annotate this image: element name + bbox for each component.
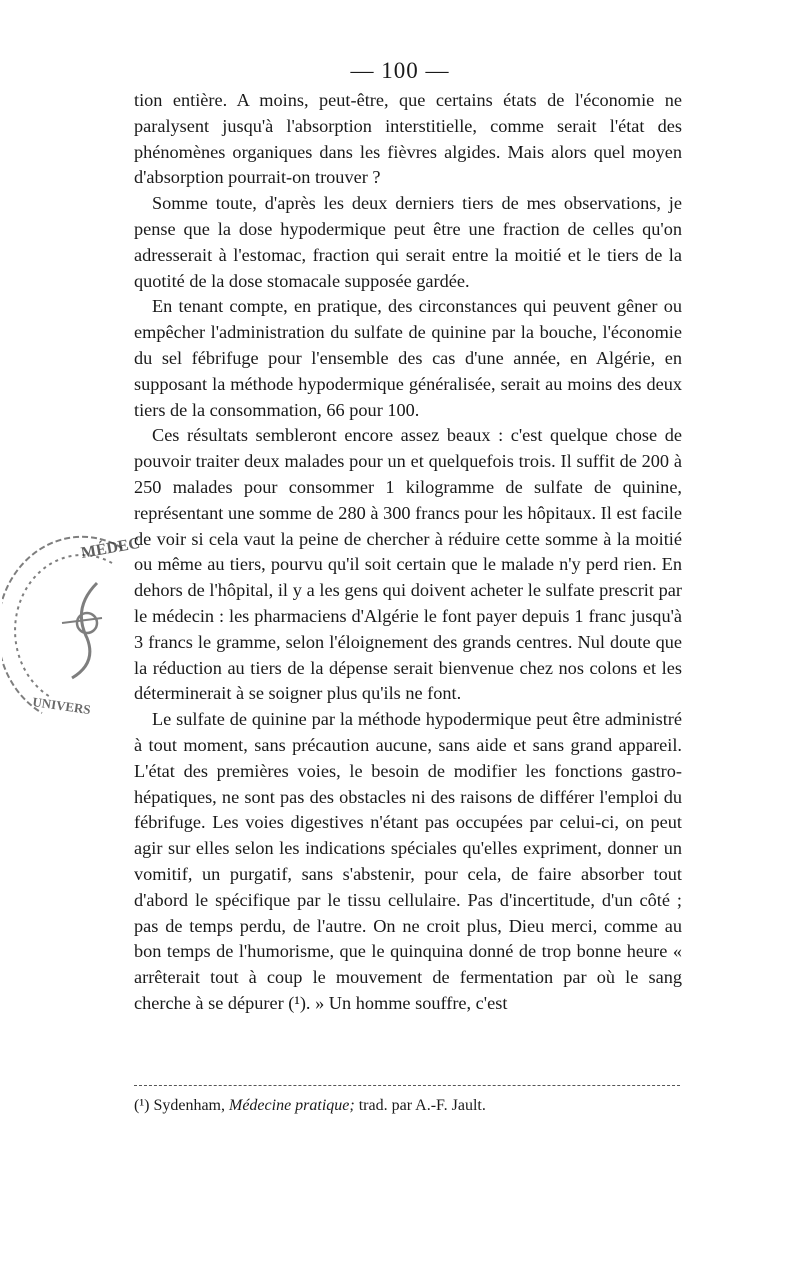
paragraph-5: Le sulfate de quinine par la méthode hypodermique peut être administré à tout moment, sans précaution aucune, sans aide et sans grand appareil. L'état des premières voies, le besoin de modifier les fonctions gastro-hépatiques, ne sont pas des obstacles ni des raisons de différer l'emploi du fébrifuge. Les voies digestives n'étant pas occupées par celui-ci, on peut agir sur elles selon les indications spéciales qu'elles expriment, donner un vomitif, un purgatif, sans s'abstenir, pour cela, de faire absorber tout d'abord le spécifique par le tissu cellulaire. Pas d'incertitude, d'un côté ; pas de temps perdu, de l'autre. On ne croit plus, Dieu merci, comme au bon temps de l'humorisme, que le quinquina donné de trop bonne heure « arrêterait tout à coup le mouvement de fermentation par où le sang cherche à se dépurer (¹). » Un homme souffre, c'est: [134, 709, 682, 1013]
library-stamp-icon: [2, 528, 162, 728]
footnote-title: Médecine pratique;: [229, 1097, 355, 1114]
svg-text:MÉDEC: MÉDEC: [79, 534, 142, 562]
svg-text:UNIVERS: UNIVERS: [31, 694, 92, 718]
footnote-author: Sydenham,: [153, 1097, 225, 1114]
footnote-rest: trad. par A.-F. Jault.: [358, 1097, 486, 1114]
footnote-divider: [134, 1085, 680, 1086]
body-text: [134, 88, 682, 1017]
paragraph-3: En tenant compte, en pratique, des circonstances qui peuvent gêner ou empêcher l'administration du sulfate de quinine par la bouche, l'économie du sel fébrifuge pour l'ensemble des cas d'une année, en Algérie, en supposant la méthode hypodermique généralisée, serait au moins des deux tiers de la consommation, 66 pour 100.: [134, 296, 682, 420]
page-number: — 100 —: [350, 58, 450, 83]
footnote-marker: (¹): [134, 1097, 150, 1114]
footnote: [134, 1095, 682, 1117]
paragraph-4: Ces résultats sembleront encore assez beaux : c'est quelque chose de pouvoir traiter deux malades pour un et quelquefois trois. Il suffit de 200 à 250 malades pour consommer 1 kilogramme de sulfate de quinine, représentant une somme de 280 à 300 francs pour les hôpitaux. Il est facile de voir si cela vaut la peine de chercher à réduire cette somme à la moitié ou même au tiers, pourvu qu'il soit certain que le malade n'y perd rien. En dehors de l'hôpital, il y a les gens qui doivent acheter le sulfate prescrit par le médecin : les pharmaciens d'Algérie le font payer depuis 1 franc jusqu'à 3 francs le gramme, selon l'éloignement des grands centres. Nul doute que la réduction au tiers de la dépense serait bienvenue chez nos colons et les déterminerait à se soigner plus qu'ils ne font.: [134, 425, 682, 704]
paragraph-1: tion entière. A moins, peut-être, que certains états de l'économie ne paralysent jusqu'à l'absorption interstitielle, comme serait l'état des phénomènes organiques dans les fièvres algides. Mais alors quel moyen d'absorption pourrait-on trouver ?: [134, 90, 682, 188]
paragraph-2: Somme toute, d'après les deux derniers tiers de mes observations, je pense que la dose hypodermique peut être une fraction de celles qu'on adresserait à l'estomac, fraction qui serait entre la moitié et le tiers de la quotité de la dose stomacale supposée gardée.: [134, 193, 682, 291]
